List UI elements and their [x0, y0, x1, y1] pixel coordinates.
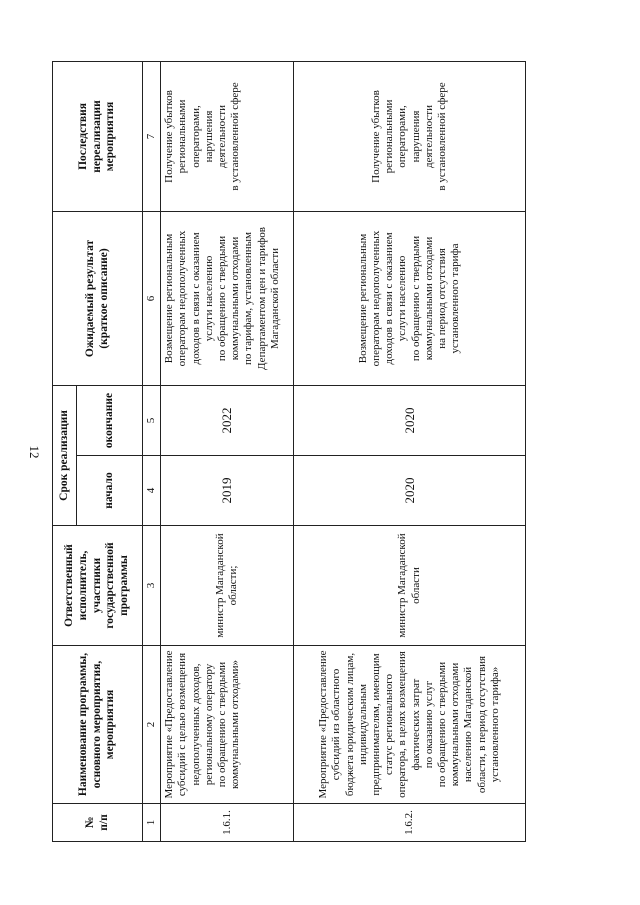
row-end-year: 2022 [161, 385, 294, 455]
col-number-6: 6 [143, 211, 161, 385]
header-result: Ожидаемый результат (краткое описание) [53, 211, 143, 385]
table-row [161, 61, 294, 841]
col-number-2: 2 [143, 646, 161, 804]
row-consequence: Получение убытков региональными операторами, нарушения деятельности в установленной сфере [294, 61, 526, 211]
row-start-year: 2020 [294, 456, 526, 526]
col-number-4: 4 [143, 456, 161, 526]
header-end: окончание [77, 385, 143, 455]
col-number-5: 5 [143, 385, 161, 455]
row-number: 1.6.1. [161, 804, 294, 842]
row-executor: министр Магаданской области [294, 526, 526, 646]
table-row [294, 61, 526, 841]
page-number: 12 [27, 445, 42, 459]
header-name: Наименование программы, основного мероприятия, мероприятия [53, 646, 143, 804]
rotated-table-container [52, 62, 526, 842]
col-number-1: 1 [143, 804, 161, 842]
col-number-3: 3 [143, 526, 161, 646]
program-table [52, 61, 526, 842]
row-result: Возмещение региональным операторам недополученных доходов в связи с оказанием услуги населению по обращению с твердыми коммунальными отходами на период отсутствия установленного тарифа [294, 211, 526, 385]
row-result: Возмещение региональным операторам недополученных доходов в связи с оказанием услуги населению по обращению с твердыми коммунальными отходами по тарифам, установленным Департаментом цен и тарифов Магаданской области [161, 211, 294, 385]
header-consequence: Последствия нереализации мероприятия [53, 61, 143, 211]
row-name: Мероприятие «Предоставление субсидий с целью возмещения недополученных доходов, региональному оператору по обращению с твердыми коммунальными отходами» [161, 646, 294, 804]
header-executor: Ответственный исполнитель, участники государственной программы [53, 526, 143, 646]
row-executor: министр Магаданской области; [161, 526, 294, 646]
row-end-year: 2020 [294, 385, 526, 455]
col-number-7: 7 [143, 61, 161, 211]
row-start-year: 2019 [161, 456, 294, 526]
header-start: начало [77, 456, 143, 526]
row-name: Мероприятие «Предоставление субсидий из областного бюджета юридическим лицам, индивидуальным предпринимателям, имеющим статус регионального оператора, в целях возмещения фактических затрат по оказанию услуг по обращению с твердыми коммунальными отходами населению Магаданской области, в период отсутствия установленного тарифа» [294, 646, 526, 804]
header-number: № п/п [53, 804, 143, 842]
row-number: 1.6.2. [294, 804, 526, 842]
row-consequence: Получение убытков региональными операторами, нарушения деятельности в установленной сфере [161, 61, 294, 211]
header-period: Срок реализации [53, 385, 77, 525]
